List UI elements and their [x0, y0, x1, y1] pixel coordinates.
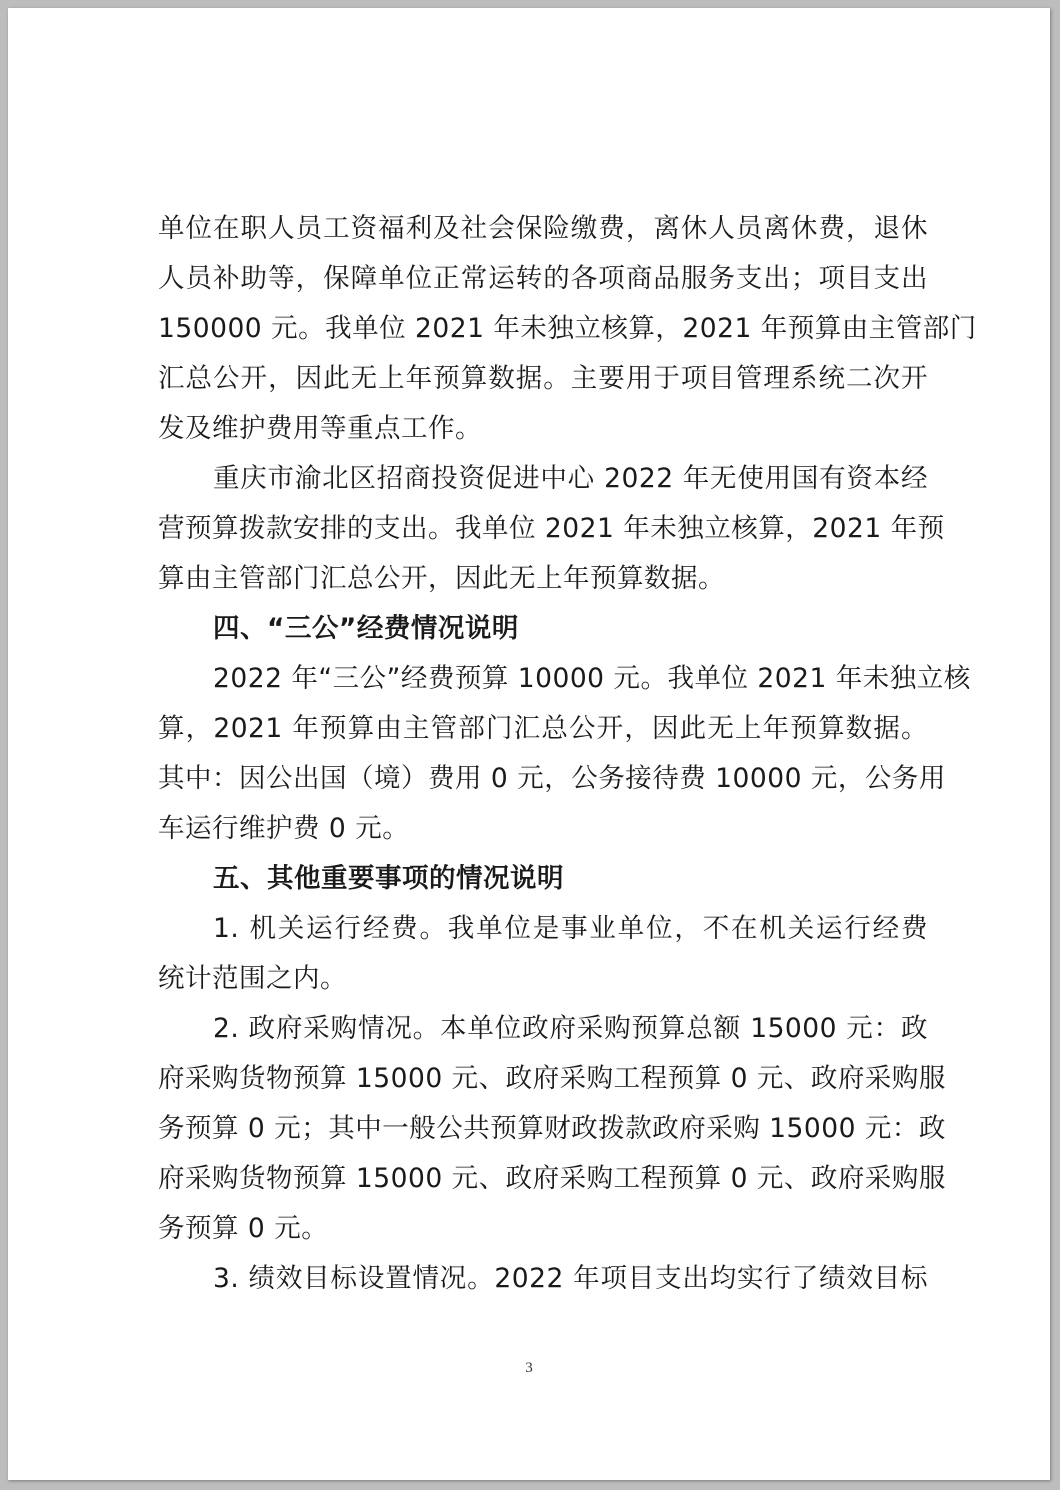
body-line: 车运行维护费 0 元。	[158, 813, 410, 844]
body-line: 发及维护费用等重点工作。	[158, 413, 482, 444]
body-line: 算由主管部门汇总公开，因此无上年预算数据。	[158, 563, 725, 594]
section-heading: 四、“三公”经费情况说明	[213, 613, 519, 644]
body-line: 3. 绩效目标设置情况。2022 年项目支出均实行了绩效目标	[213, 1263, 928, 1294]
body-line: 算，2021 年预算由主管部门汇总公开，因此无上年预算数据。	[158, 713, 928, 744]
body-line: 2. 政府采购情况。本单位政府采购预算总额 15000 元：政	[213, 1013, 928, 1044]
body-line: 营预算拨款安排的支出。我单位 2021 年未独立核算，2021 年预	[158, 513, 945, 544]
body-line: 重庆市渝北区招商投资促进中心 2022 年无使用国有资本经	[213, 463, 928, 494]
document-page	[8, 8, 1050, 1480]
page-number: 3	[525, 1360, 533, 1376]
body-line: 统计范围之内。	[158, 963, 347, 994]
body-line: 府采购货物预算 15000 元、政府采购工程预算 0 元、政府采购服	[158, 1063, 946, 1094]
body-line: 1. 机关运行经费。我单位是事业单位，不在机关运行经费	[213, 913, 928, 944]
body-line: 单位在职人员工资福利及社会保险缴费，离休人员离休费，退休	[158, 213, 928, 244]
body-line: 其中：因公出国（境）费用 0 元，公务接待费 10000 元，公务用	[158, 763, 946, 794]
body-line: 务预算 0 元；其中一般公共预算财政拨款政府采购 15000 元：政	[158, 1113, 946, 1144]
body-line: 150000 元。我单位 2021 年未独立核算，2021 年预算由主管部门	[158, 313, 977, 344]
body-line: 2022 年“三公”经费预算 10000 元。我单位 2021 年未独立核	[213, 663, 971, 694]
body-line: 务预算 0 元。	[158, 1213, 329, 1244]
body-line: 汇总公开，因此无上年预算数据。主要用于项目管理系统二次开	[158, 363, 928, 394]
body-line: 府采购货物预算 15000 元、政府采购工程预算 0 元、政府采购服	[158, 1163, 946, 1194]
section-heading: 五、其他重要事项的情况说明	[213, 863, 564, 894]
body-line: 人员补助等，保障单位正常运转的各项商品服务支出；项目支出	[158, 263, 928, 294]
